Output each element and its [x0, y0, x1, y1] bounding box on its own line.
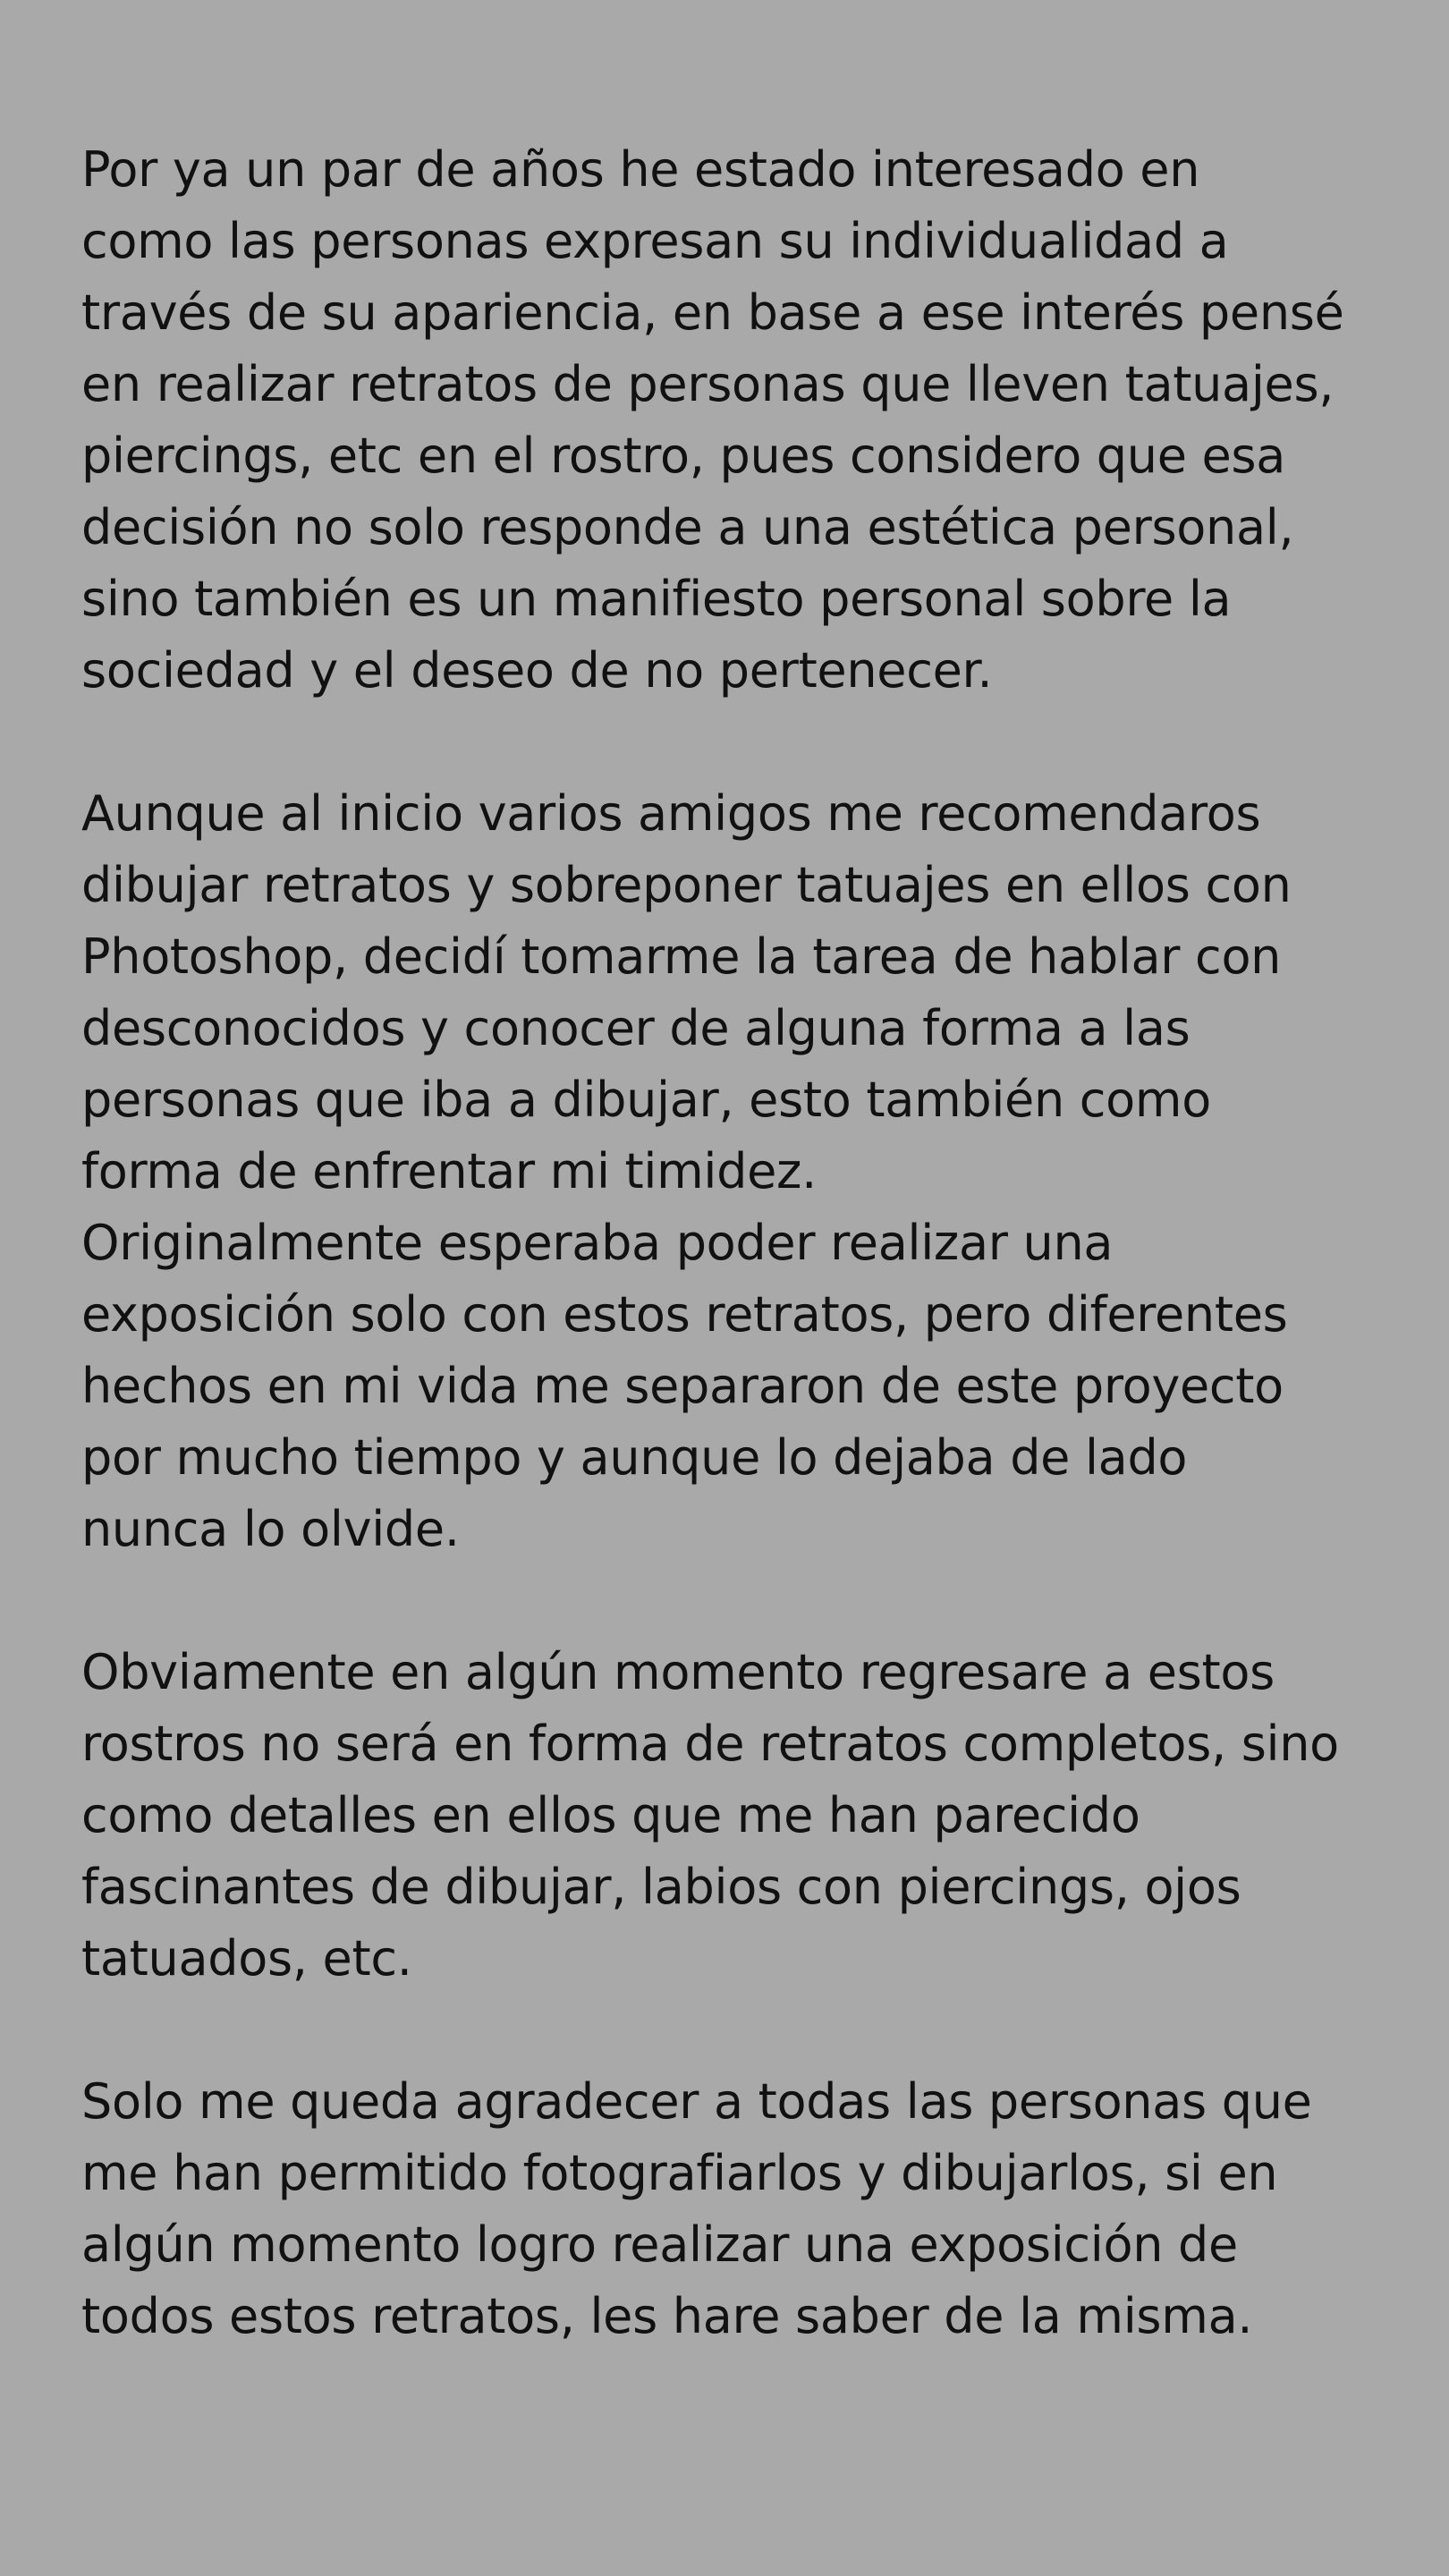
paragraph-2-line-4: desconocidos y conocer de alguna forma a las — [81, 1000, 1191, 1056]
paragraph-1-line-2: como las personas expresan su individualidad a — [81, 213, 1229, 269]
paragraph-3-line-4: fascinantes de dibujar, labios con piercings, ojos — [81, 1859, 1241, 1915]
paragraph-2-line-6: forma de enfrentar mi timidez. — [81, 1143, 817, 1199]
paragraph-2-line-5: personas que iba a dibujar, esto también como — [81, 1072, 1211, 1128]
paragraph-3-line-2: rostros no será en forma de retratos completos, sino — [81, 1716, 1339, 1772]
paragraph-2-line-3: Photoshop, decidí tomarme la tarea de hablar con — [81, 928, 1282, 985]
paragraph-2-line-1: Aunque al inicio varios amigos me recomendaros — [81, 785, 1261, 842]
paragraph-3-line-5: tatuados, etc. — [81, 1930, 412, 1987]
paragraph-2-line-9: hechos en mi vida me separaron de este proyecto — [81, 1358, 1284, 1414]
paragraph-1-line-8: sociedad y el deseo de no pertenecer. — [81, 642, 993, 699]
paragraph-4-line-2: me han permitido fotografiarlos y dibujarlos, si en — [81, 2145, 1278, 2201]
paragraph-1-line-3: través de su apariencia, en base a ese interés pensé — [81, 284, 1344, 341]
paragraph-1-line-1: Por ya un par de años he estado interesado en — [81, 141, 1200, 198]
paragraph-3-line-1: Obviamente en algún momento regresare a estos — [81, 1644, 1275, 1700]
paragraph-4-line-1: Solo me queda agradecer a todas las personas que — [81, 2073, 1312, 2130]
paragraph-4-line-3: algún momento logro realizar una exposición de — [81, 2216, 1238, 2273]
paragraph-4-line-4: todos estos retratos, les hare saber de la misma. — [81, 2288, 1253, 2344]
paragraph-2-line-10: por mucho tiempo y aunque lo dejaba de lado — [81, 1429, 1188, 1486]
paragraph-1-line-7: sino también es un manifiesto personal sobre la — [81, 571, 1232, 627]
paragraph-1-line-6: decisión no solo responde a una estética personal, — [81, 499, 1294, 555]
paragraph-gap — [81, 707, 1405, 778]
paragraph-1-line-5: piercings, etc en el rostro, pues considero que esa — [81, 428, 1286, 484]
paragraph-2-line-8: exposición solo con estos retratos, pero diferentes — [81, 1286, 1288, 1343]
paragraph-1-line-4: en realizar retratos de personas que lleven tatuajes, — [81, 356, 1335, 412]
paragraph-gap — [81, 1565, 1405, 1637]
paragraph-2-line-2: dibujar retratos y sobreponer tatuajes en ellos con — [81, 857, 1292, 913]
paragraph-2-line-11: nunca lo olvide. — [81, 1501, 460, 1557]
paragraph-gap — [81, 1995, 1405, 2066]
paragraph-3-line-3: como detalles en ellos que me han parecido — [81, 1787, 1140, 1843]
paragraph-2-line-7: Originalmente esperaba poder realizar una — [81, 1215, 1114, 1271]
artist-statement — [81, 134, 1405, 2352]
